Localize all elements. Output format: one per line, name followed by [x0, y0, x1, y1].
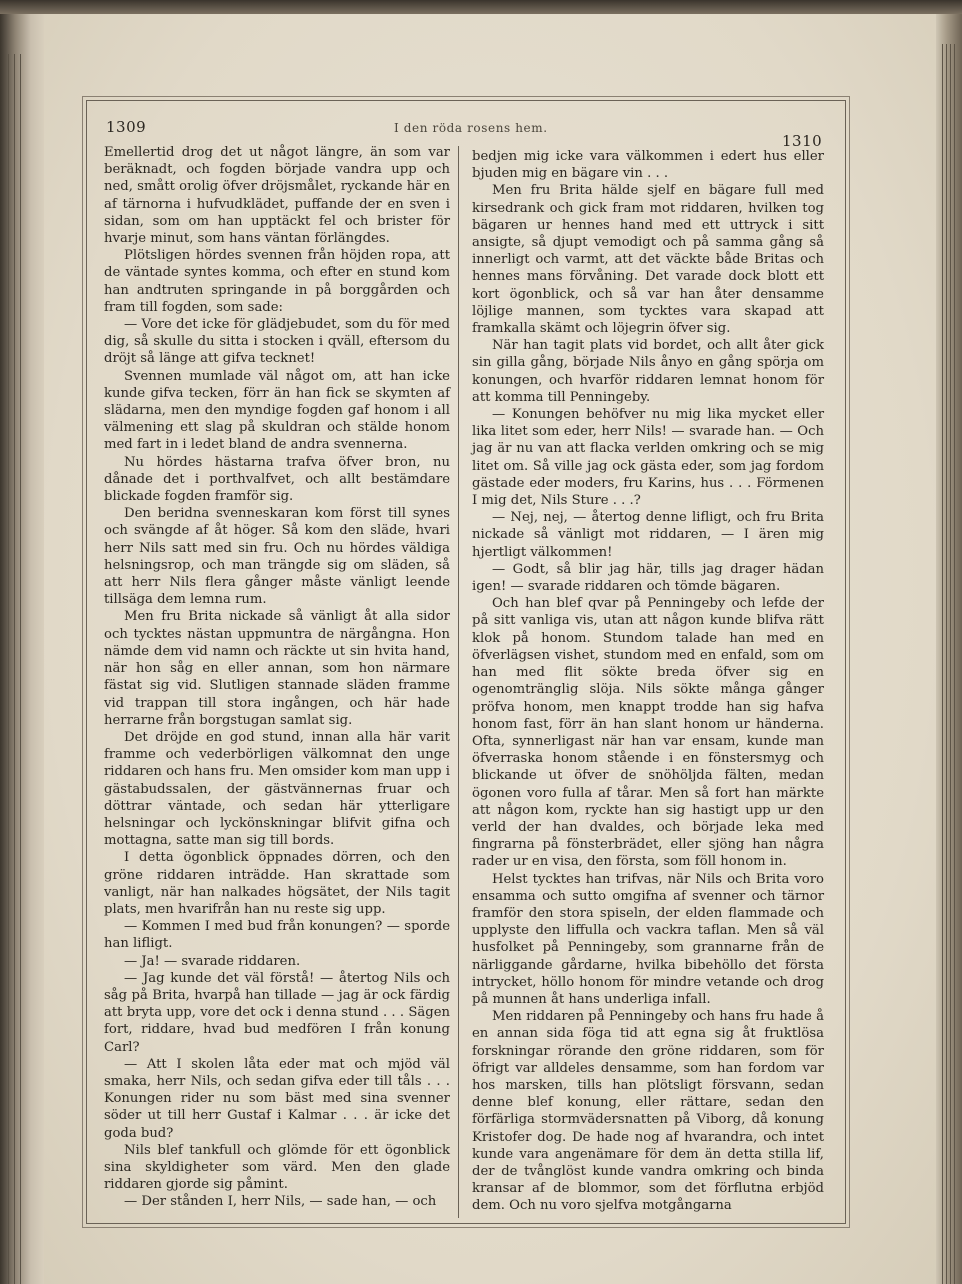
paragraph: — Vore det icke för glädjebudet, som du för med dig, så skulle du sitta i stocken i qväll, eftersom du dröjt så länge att gifva tecknet! [104, 317, 450, 367]
paragraph: bedjen mig icke vara välkommen i edert hus eller bjuden mig en bägare vin . . . [472, 149, 824, 182]
page-number-right: 1310 [782, 132, 823, 150]
page-number-left: 1309 [106, 118, 147, 136]
paragraph: Nu hördes hästarna trafva öfver bron, nu dånade det i porthvalfvet, och allt bestämdare blickade fogden framför sig. [104, 454, 450, 505]
left-column [104, 144, 450, 1211]
paragraph: Helst tycktes han trifvas, när Nils och Brita voro ensamma och sutto omgifna af svenner och tärnor framför den stora spiseln, der elden flammade och upplyste den liffulla och vackra taflan. Men så väl husfolket på Penningeby, som grannarne från de närliggande gårdarne, hvilka bibehöllo det första intrycket, höllo honom för mindre vetande och drog på munnen åt hans underliga infall. [472, 871, 824, 1007]
paragraph: Plötsligen hördes svennen från höjden ropa, att de väntade syntes komma, och efter en stund kom han andtruten springande in på borggården och fram till fogden, som sade: [104, 248, 450, 315]
book-page [44, 14, 936, 1284]
scanner-top-edge [0, 0, 962, 14]
column-divider [458, 146, 459, 1218]
paragraph: — Konungen behöfver nu mig lika mycket eller lika litet som eder, herr Nils! — svarade han. — Och jag är nu van att flacka verlden omkring och se mig litet om. Så ville jag ock gästa eder, som jag fordom gästade eder moders, fru Karins, hus . . . Förmenen I mig det, Nils Sture . . .? [472, 407, 824, 509]
paragraph: Men fru Brita hälde sjelf en bägare full med kirsedrank och gick fram mot riddaren, hvilken tog bägaren ur hennes hand med ett uttryck i sitt ansigte, så djupt vemodigt och på samma gång så innerligt och varmt, att det väckte både Britas och hennes mans förvåning. Det varade dock blott ett kort ögonblick, och så var han åter densamme löjlige mannen, som tycktes vara skapad att framkalla skämt och löjegrin öfver sig. [472, 183, 824, 337]
paragraph: — Nej, nej, — återtog denne lifligt, och fru Brita nickade så vänligt mot riddaren, — I ären mig hjertligt välkommen! [472, 510, 824, 560]
paragraph: Men fru Brita nickade så vänligt åt alla sidor och tycktes nästan uppmuntra de närgångna. Hon nämde dem vid namn och räckte ut sin hvita hand, när hon såg en eller annan, som hon närmare fästat sig vid. Slutligen stannade släden framme vid trappan till stora ingången, och här hade herrarne från borgstugan samlat sig. [104, 609, 450, 728]
paragraph: Och han blef qvar på Penningeby och lefde der på sitt vanliga vis, utan att någon kunde blifva rätt klok på honom. Stundom talade han med en öfverlägsen vishet, stundom med en enfald, som om han med flit sökte breda öfver sig en ogenomtränglig slöja. Nils sökte många gånger pröfva honom, men knappt trodde han sig hafva honom fast, förr än han slant honom ur händerna. Ofta, synnerligast när han var ensam, kunde man öfverraska honom stående i en fönstersmyg och blickande ut öfver de snöhöljda fälten, medan ögonen voro fulla af tårar. Men så fort han märkte att någon kom, ryckte han sig hastigt upp ur den verld der han dvaldes, och började leka med fingrarna på fönsterbrädet, eller sjöng han några rader ur en visa, den första, som föll honom in. [472, 596, 824, 870]
next-pages-edge [936, 14, 962, 1284]
paragraph: — Att I skolen låta eder mat och mjöd väl smaka, herr Nils, och sedan gifva eder till tåls . . . Konungen rider nu som bäst med sina svenner söder ut till herr Gustaf i Kalmar . . . är icke det goda bud? [104, 1056, 450, 1141]
paragraph: Det dröjde en god stund, innan alla här varit framme och vederbörligen välkomnat den unge riddaren och hans fru. Men omsider kom man upp i gästabudssalen, der gästvännernas fruar och döttrar väntade, och sedan här ytterligare helsningar och lyckönskningar blifvit gifna och mottagna, satte man sig till bords. [104, 729, 450, 849]
paragraph: Den beridna svenneskaran kom först till synes och svängde af åt höger. Så kom den släde, hvari herr Nils satt med sin fru. Och nu hördes väldiga helsningsrop, och man trängde sig om släden, så att herr Nils flera gånger måste vänligt leende tillsäga dem lemna rum. [104, 506, 450, 608]
previous-page-edge [0, 14, 44, 1284]
paragraph: — Jag kunde det väl förstå! — återtog Nils och såg på Brita, hvarpå han tillade — jag är ock färdig att bryta upp, vore det ock i denna stund . . . Sägen fort, riddare, hvad bud medfören I från konung Carl? [104, 970, 450, 1055]
paragraph: — Godt, så blir jag här, tills jag drager hädan igen! — svarade riddaren och tömde bägaren. [472, 561, 824, 595]
paragraph: — Ja! — svarade riddaren. [124, 953, 301, 969]
paragraph: Nils blef tankfull och glömde för ett ögonblick sina skyldigheter som värd. Men den glade riddaren gjorde sig påmint. [104, 1142, 450, 1193]
paragraph: — Der stånden I, herr Nils, — sade han, — och [124, 1194, 437, 1210]
paragraph: I detta ögonblick öppnades dörren, och den gröne riddaren inträdde. Han skrattade som vanligt, när han nalkades högsätet, der Nils tagit plats, men hvarifrån han nu reste sig upp. [104, 850, 450, 917]
paragraph: När han tagit plats vid bordet, och allt åter gick sin gilla gång, började Nils ånyo en gång spörja om konungen, och hvarför riddaren lemnat honom för att komma till Penningeby. [472, 338, 824, 405]
running-title: I den röda rosens hem. [394, 121, 548, 135]
paragraph: Svennen mumlade väl något om, att han icke kunde gifva tecken, förr än han fick se skymten af slädarna, men den myndige fogden gaf honom i all välmening ett slag på skuldran och stälde honom med fart in i ledet bland de andra svennerna. [104, 368, 450, 453]
paragraph: Men riddaren på Penningeby och hans fru hade å en annan sida föga tid att egna sig åt fruktlösa forskningar rörande den gröne riddaren, som för öfrigt var alldeles densamme, som han fordom var hos marsken, tills han plötsligt försvann, sedan denne blef konung, eller rättare, sedan den förfärliga stormvädersnatten på Viborg, då konung Kristofer dog. De hade nog af hvarandra, och intet kunde vara angenämare för dem än detta stilla lif, der de tvånglöst kunde vandra omkring och binda kransar af de blommor, som det förflutna erbjöd dem. Och nu voro sjelfva motgångarna [472, 1009, 824, 1214]
paragraph: Emellertid drog det ut något längre, än som var beräknadt, och fogden började vandra upp och ned, smått orolig öfver dröjsmålet, ryckande här en af tärnorna i hufvudklädet, puffande der en sven i sidan, som om han upptäckt fel och brister för hvarje minut, som hans väntan förlängdes. [104, 145, 450, 247]
right-column [472, 148, 824, 1215]
paragraph: — Kommen I med bud från konungen? — sporde han lifligt. [104, 919, 450, 952]
